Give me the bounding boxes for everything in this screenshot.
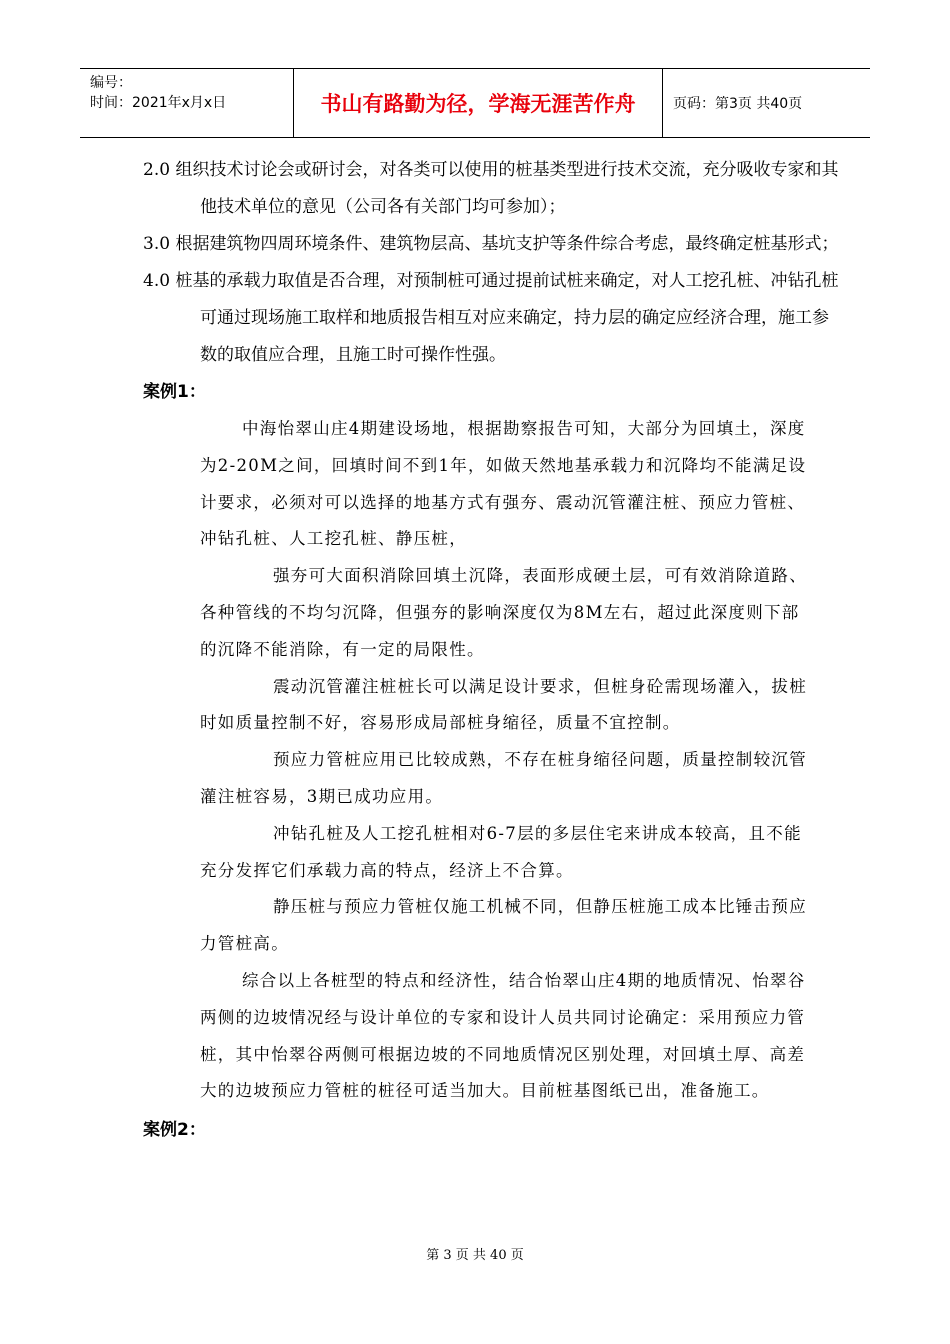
case1-paragraph: 冲钻孔桩及人工挖孔桩相对6-7层的多层住宅来讲成本较高，且不能充分发挥它们承载力高的特点，经济上不合算。 bbox=[200, 823, 802, 880]
header-motto: 书山有路勤为径，学海无涯苦作舟 bbox=[294, 69, 663, 137]
page-header bbox=[80, 68, 870, 138]
document-date-label: 时间：2021年x月x日 bbox=[90, 95, 227, 111]
case2-title: 案例2： bbox=[143, 1120, 206, 1141]
document-number-label: 编号： bbox=[90, 75, 132, 91]
list-item: 3.0 根据建筑物四周环境条件、建筑物层高、基坑支护等条件综合考虑，最终确定桩基形式； bbox=[143, 234, 839, 254]
header-page-info: 页码：第3页 共40页 bbox=[673, 96, 803, 112]
case1-paragraph: 综合以上各桩型的特点和经济性，结合怡翠山庄4期的地质情况、怡翠谷两侧的边坡情况经与设计单位的专家和设计人员共同讨论确定：采用预应力管桩，其中怡翠谷两侧可根据边坡的不同地质情况区别处理，对回填土厚、高差大的边坡预应力管桩的桩径可适当加大。目前桩基图纸已出，准备施工。 bbox=[200, 970, 806, 1101]
case1-paragraph: 静压桩与预应力管桩仅施工机械不同，但静压桩施工成本比锤击预应力管桩高。 bbox=[200, 897, 807, 954]
header-meta bbox=[80, 69, 294, 137]
case1-body bbox=[200, 411, 810, 1110]
list-item: 4.0 桩基的承载力取值是否合理，对预制桩可通过提前试桩来确定，对人工挖孔桩、冲钻孔桩可通过现场施工取样和地质报告相互对应来确定，持力层的确定应经济合理，施工参数的取值应合理，且施工时可操作性强。 bbox=[143, 271, 839, 365]
case1-paragraph: 强夯可大面积消除回填土沉降，表面形成硬土层，可有效消除道路、各种管线的不均匀沉降，但强夯的影响深度仅为8M左右，超过此深度则下部的沉降不能消除，有一定的局限性。 bbox=[200, 566, 807, 659]
case1-paragraph: 震动沉管灌注桩桩长可以满足设计要求，但桩身砼需现场灌入，拔桩时如质量控制不好，容易形成局部桩身缩径，质量不宜控制。 bbox=[200, 676, 807, 733]
case1-paragraph: 预应力管桩应用已比较成熟，不存在桩身缩径问题，质量控制较沉管灌注桩容易，3期已成功应用。 bbox=[200, 750, 807, 806]
case1-paragraph: 中海怡翠山庄4期建设场地，根据勘察报告可知，大部分为回填土，深度为2-20M之间，回填时间不到1年，如做天然地基承载力和沉降均不能满足设计要求，必须对可以选择的地基方式有强夯、震动沉管灌注桩、预应力管桩、冲钻孔桩、人工挖孔桩、静压桩， bbox=[200, 419, 807, 549]
list-item: 2.0 组织技术讨论会或研讨会，对各类可以使用的桩基类型进行技术交流，充分吸收专家和其他技术单位的意见（公司各有关部门均可参加）； bbox=[143, 160, 839, 217]
case1-title: 案例1： bbox=[143, 382, 206, 402]
page-content bbox=[143, 152, 843, 1149]
page-footer: 第 3 页 共 40 页 bbox=[426, 1248, 524, 1263]
